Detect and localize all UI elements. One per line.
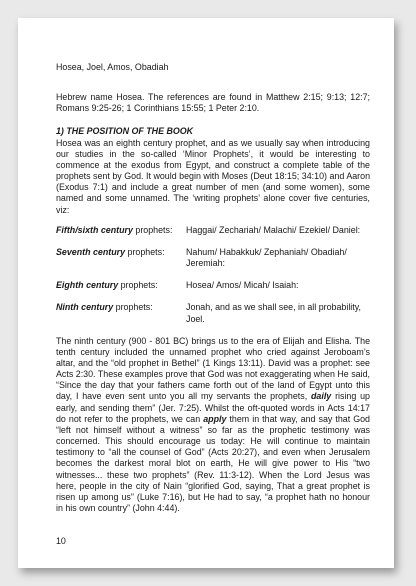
row-label-seventh: Seventh century prophets: [56,246,165,257]
book-page [18,18,394,568]
ninth-century-paragraph: The ninth century (900 - 801 BC) brings us to the era of Elijah and Elisha. The tenth century included the unnamed prophet who cried against Jeroboam’s altar, and the “old prophet in Bethel” (1 Kings 13:11). David was a prophet: see Acts 2:30. These examples prove that God was not exaggerating when He said, “Since the day that your fathers came forth out of the land of Egypt unto this day, I have even sent unto you all my servants the prophets, daily rising up early, and sending them” (Jer. 7:25). Whilst the oft-quoted words in Acts 14:17 do not refer to the prophets, we can apply them in that way, and say that God “left not himself without a witness” so far as the prophetic testimony was concerned. This should encourage us today: He will continue to maintain testimony to “all the counsel of God” (Acts 20:27), and even when Jerusalem becomes the darkest moral blot on earth, He will give power to His “two witnesses... these two prophets” (Rev. 11:3-12). When the Lord Jesus was here, people in the city of Nain “glorified God, saying, That a great prophet is risen up among us” (Luke 7:16), but He had to say, “a prophet hath no honour in his own country” (John 4:44). [56,335,370,513]
intro-paragraph: Hebrew name Hosea. The references are found in Matthew 2:15; 9:13; 12:7; Romans 9:25-26; 1 Corinthians 15:55; 1 Peter 2:10. [56,92,370,114]
position-paragraph: Hosea was an eighth century prophet, and as we usually say when introducing our studies in the so-called ‘Minor Prophets’, it would be interesting to commence at the exodus from Egypt, and construct a complete table of the prophets sent by God. It would begin with Moses (Deut 18:15; 34:10) and Aaron (Exodus 7:1) and include a great number of men (and some women), some named and some unnamed. The ‘writing prophets’ alone cover five centuries, viz: [56,137,370,215]
running-header: Hosea, Joel, Amos, Obadiah [56,62,169,72]
row-label-eighth: Eighth century prophets: [56,280,158,291]
page-number: 10 [56,536,66,547]
row-names-eighth: Hosea/ Amos/ Micah/ Isaiah: [186,280,299,291]
prophets-table [56,225,370,325]
row-names-seventh: Nahum/ Habakkuk/ Zephaniah/ Obadiah/ Jeremiah: [186,246,347,269]
row-label-ninth: Ninth century prophets: [56,302,153,313]
row-names-fifth-sixth: Haggai/ Zechariah/ Malachi/ Ezekiel/ Daniel: [186,224,361,235]
page-content [56,62,370,547]
row-label-fifth-sixth: Fifth/sixth century prophets: [56,224,173,235]
section-heading: 1) THE POSITION OF THE BOOK [56,126,194,137]
row-names-ninth: Jonah, and as we shall see, in all probability, Joel. [186,302,361,324]
